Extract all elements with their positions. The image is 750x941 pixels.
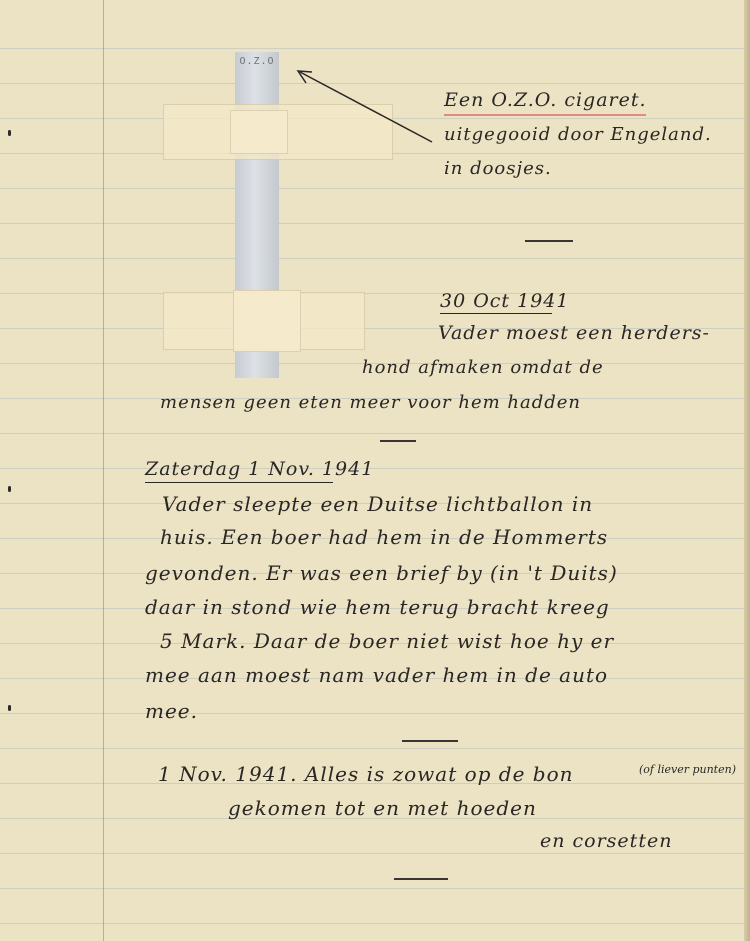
annotation-line-1: Een O.Z.O. cigaret.	[444, 89, 647, 111]
entry-line: Vader moest een herders-	[438, 322, 710, 344]
parenthetical-note: (of liever punten)	[638, 763, 736, 776]
separator	[380, 440, 416, 442]
entry-line: gekomen tot en met hoeden	[228, 796, 537, 820]
entry-line: gevonden. Er was een brief by (in 't Duits)	[145, 561, 618, 585]
separator	[525, 240, 573, 242]
separator	[394, 878, 448, 880]
separator	[402, 740, 458, 742]
date-underline	[145, 482, 333, 483]
entry-line: 1 Nov. 1941. Alles is zowat op de bon	[158, 762, 574, 786]
entry-line: mee aan moest nam vader hem in de auto	[145, 663, 609, 687]
entry-line: en corsetten	[540, 830, 673, 852]
entry-date: Zaterdag 1 Nov. 1941	[145, 458, 375, 480]
annotation-line-3: in doosjes.	[444, 158, 552, 179]
entry-line: 5 Mark. Daar de boer niet wist hoe hy er	[160, 629, 615, 653]
entry-line: mensen geen eten meer voor hem hadden	[160, 392, 582, 413]
date-underline	[440, 313, 552, 314]
entry-line: hond afmaken omdat de	[362, 357, 604, 378]
entry-line: daar in stond wie hem terug bracht kreeg	[145, 595, 610, 619]
cigarette-label: O.Z.O	[239, 56, 275, 67]
entry-line: mee.	[145, 699, 198, 723]
entry-date: 30 Oct 1941	[440, 290, 570, 312]
entry-line: huis. Een boer had hem in de Hommerts	[160, 525, 609, 549]
entry-line: Vader sleepte een Duitse lichtballon in	[162, 492, 594, 516]
annotation-underline	[444, 114, 646, 116]
annotation-line-2: uitgegooid door Engeland.	[444, 124, 712, 145]
